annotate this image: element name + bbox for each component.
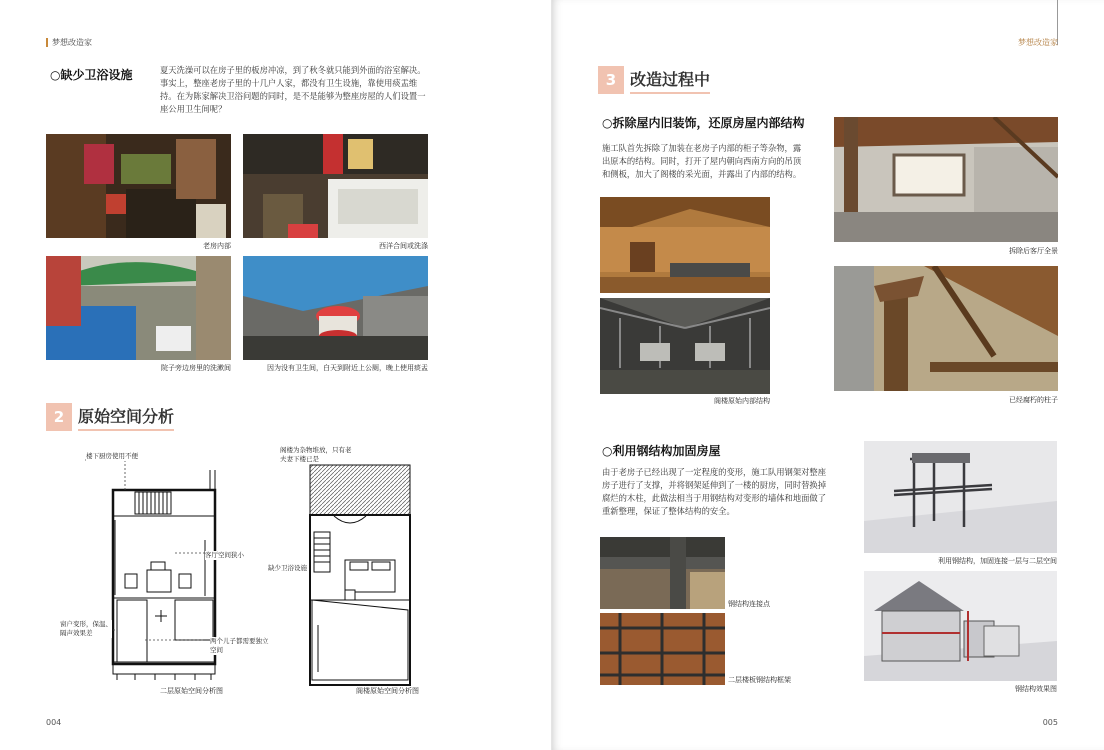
demolish-heading: ○拆除屋内旧装饰，还原房屋内部结构 — [602, 116, 805, 130]
plan2-label-attic: 阁楼为杂物堆放，只有老夫妻下楼已是 — [280, 446, 352, 463]
header-bar-icon — [46, 38, 48, 47]
page-number-left: 004 — [46, 718, 62, 727]
caption-washbasin: 西洋合间或洗涤 — [379, 242, 428, 250]
caption-steel-render: 利用钢结构，加固连接一层与二层空间 — [938, 557, 1057, 565]
plan1-label-sons: 两个儿子都需要独立空间 — [210, 637, 269, 654]
missing-bath-paragraph: 夏天洗澡可以在房子里的板房冲凉，到了秋冬就只能到外面的浴室解决。事实上，整座老房子里的十几户人家，都没有卫生设施，靠使用痰盂维持。在为陈家解决卫浴问题的同时，是不是能够为整座房屋的人们设置一座公用卫生间呢？ — [160, 65, 426, 114]
running-header-right: 梦想改造家 — [1018, 38, 1058, 47]
photo-living-after-demolition — [834, 117, 1058, 242]
steel-paragraph: 由于老房子已经出现了一定程度的变形，施工队用钢架对整座房子进行了支撑，并将钢架延伸到了一楼的厨房，同时替换掉腐烂的木柱，此做法相当于用钢结构对变形的墙体和地面做了重新整理，保证了整体结构的安全。 — [602, 467, 827, 516]
missing-bath-heading: ○缺少卫浴设施 — [50, 68, 133, 82]
section-2-heading — [46, 403, 174, 431]
section-2-number: 2 — [46, 403, 72, 431]
section-3-heading — [598, 66, 710, 94]
photo-washbasin — [243, 134, 428, 238]
caption-steel-joint: 钢结构连接点 — [728, 600, 770, 608]
photo-steel-floor — [600, 613, 725, 685]
photo-steel-joint — [600, 537, 725, 609]
plan1-label-window: 窗户变形，保温、隔声效果差 — [60, 620, 112, 637]
render-steel-frame — [864, 441, 1057, 553]
render-steel-effect — [864, 571, 1057, 681]
section-2-title: 原始空间分析 — [78, 404, 174, 431]
plan2-caption: 阁楼原始空间分析图 — [356, 687, 419, 695]
caption-spittoon: 因为没有卫生间，白天到附近上公厕，晚上使用痰盂 — [267, 364, 428, 372]
steel-heading: ○利用钢结构加固房屋 — [602, 444, 721, 458]
plan1-label-living: 客厅空间狭小 — [205, 551, 244, 559]
caption-living-after: 拆除后客厅全景 — [1009, 247, 1058, 255]
page-number-right: 005 — [1042, 718, 1058, 727]
caption-steel-floor: 二层楼板钢结构框架 — [728, 676, 791, 684]
plan1-label-kitchen: 楼下厨房使用不便 — [86, 452, 138, 460]
caption-steel-effect: 钢结构效果图 — [1015, 685, 1057, 693]
demolish-paragraph: 施工队首先拆除了加装在老房子内部的柜子等杂物，露出原本的结构。同时，打开了屋内朝向西南方向的吊顶和侧板，加大了阁楼的采光面，并露出了内部的结构。 — [602, 143, 802, 179]
photo-courtyard-washroom — [46, 256, 231, 360]
section-3-number: 3 — [598, 66, 624, 94]
floor-plan-second — [55, 440, 285, 700]
photo-rotten-pillar — [834, 266, 1058, 391]
photo-old-interior — [46, 134, 231, 238]
running-header-left: 梦想改造家 — [46, 37, 92, 48]
section-3-title: 改造过程中 — [630, 67, 710, 94]
caption-rotten-pillar: 已经腐朽的柱子 — [1009, 396, 1058, 404]
photo-spittoon — [243, 256, 428, 360]
photo-attic-wood — [600, 197, 770, 293]
caption-courtyard-washroom: 院子旁边房里的洗漱间 — [161, 364, 231, 372]
plan2-label-bath: 缺少卫浴设施 — [268, 564, 307, 572]
photo-attic-structure — [600, 298, 770, 394]
plan1-caption: 二层原始空间分析图 — [160, 687, 223, 695]
caption-old-interior: 老房内部 — [203, 242, 231, 250]
right-page — [552, 0, 1104, 750]
caption-attic-structure: 阁楼原始内部结构 — [714, 397, 770, 405]
